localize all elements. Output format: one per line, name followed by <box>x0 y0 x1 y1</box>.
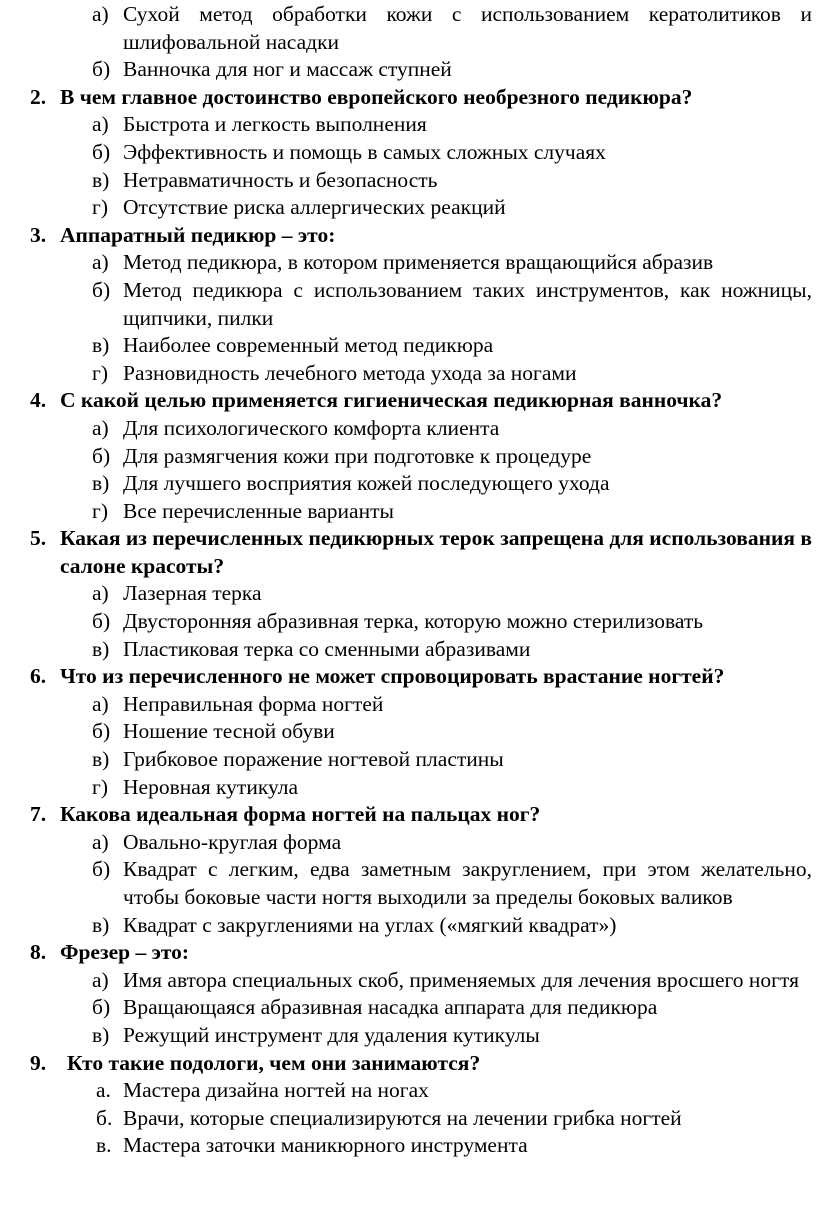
answer-option <box>0 608 816 636</box>
answer-option <box>0 360 816 388</box>
document-page <box>0 1 816 1160</box>
question-text: Аппаратный педикюр – это: <box>60 222 336 247</box>
answer-option <box>0 1077 816 1105</box>
question-number: 8. <box>30 940 47 965</box>
answer-option <box>0 746 816 774</box>
question-heading <box>0 1050 816 1078</box>
option-letter: а) <box>92 2 109 26</box>
question-number: 2. <box>30 84 47 109</box>
option-text: Грибковое поражение ногтевой пластины <box>123 747 504 772</box>
question-block <box>0 939 816 1049</box>
option-text: Для размягчения кожи при подготовке к процедуре <box>123 443 592 468</box>
question-heading <box>0 84 816 112</box>
question-list <box>0 1 816 1160</box>
option-text: Мастера заточки маникюрного инструмента <box>123 1133 528 1158</box>
answer-option <box>0 56 816 84</box>
option-text: Для психологического комфорта клиента <box>123 415 500 440</box>
option-text: Отсутствие риска аллергических реакций <box>123 195 506 220</box>
question-number: 6. <box>30 664 47 689</box>
option-letter: а) <box>92 112 109 137</box>
answer-option <box>0 967 816 995</box>
option-letter: в) <box>92 471 110 496</box>
option-text: Неправильная форма ногтей <box>123 691 384 716</box>
answer-option <box>0 498 816 526</box>
option-text: Вращающаяся абразивная насадка аппарата для педикюра <box>123 995 658 1020</box>
option-text: Для лучшего восприятия кожей последующего ухода <box>123 471 610 496</box>
option-letter: б) <box>92 719 111 744</box>
question-text: Фрезер – это: <box>60 940 190 965</box>
question-block <box>0 663 816 801</box>
option-letter: г) <box>92 360 108 385</box>
option-letter: б) <box>92 139 111 164</box>
option-text: Квадрат с легким, едва заметным закруглением, при этом желательно, чтобы боковые части ногтя выходили за пределы боковых валиков <box>123 857 812 909</box>
option-text: Мастера дизайна ногтей на ногах <box>123 1078 429 1103</box>
answer-option <box>0 415 816 443</box>
question-text: Какая из перечисленных педикюрных терок запрещена для использования в салоне красоты? <box>60 526 812 578</box>
option-text: Ношение тесной обуви <box>123 719 335 744</box>
answer-option <box>0 994 816 1022</box>
option-letter: б) <box>92 857 111 882</box>
answer-option <box>0 139 816 167</box>
question-block <box>0 1 816 84</box>
answer-option <box>0 1 816 56</box>
answer-option <box>0 332 816 360</box>
option-letter: г) <box>92 195 108 220</box>
option-text: Нетравматичность и безопасность <box>123 167 438 192</box>
answer-option <box>0 167 816 195</box>
option-letter: а) <box>92 415 109 440</box>
option-text: Режущий инструмент для удаления кутикулы <box>123 1022 540 1047</box>
option-letter: в) <box>92 747 110 772</box>
answer-option <box>0 249 816 277</box>
question-block <box>0 84 816 222</box>
question-number: 3. <box>30 222 47 247</box>
answer-option <box>0 856 816 911</box>
option-text: Ванночка для ног и массаж ступней <box>123 57 452 82</box>
option-letter: в) <box>92 333 110 358</box>
question-heading <box>0 222 816 250</box>
option-letter: а) <box>92 691 109 716</box>
question-heading <box>0 387 816 415</box>
option-letter: в) <box>92 1022 110 1047</box>
question-heading <box>0 663 816 691</box>
option-text: Метод педикюра с использованием таких инструментов, как ножницы, щипчики, пилки <box>123 277 812 330</box>
option-text: Разновидность лечебного метода ухода за ногами <box>123 360 577 385</box>
option-letter: б) <box>92 277 111 302</box>
option-text: Наиболее современный метод педикюра <box>123 333 494 358</box>
option-letter: г) <box>92 774 108 799</box>
answer-option <box>0 1022 816 1050</box>
question-heading <box>0 939 816 967</box>
option-letter: в) <box>92 636 110 661</box>
option-text: Двусторонняя абразивная терка, которую можно стерилизовать <box>123 609 704 634</box>
option-text: Эффективность и помощь в самых сложных случаях <box>123 139 606 164</box>
option-text: Неровная кутикула <box>123 774 299 799</box>
question-number: 7. <box>30 802 47 827</box>
question-block <box>0 525 816 663</box>
option-text: Все перечисленные варианты <box>123 498 394 523</box>
option-letter: б) <box>92 443 111 468</box>
answer-option <box>0 691 816 719</box>
option-letter: б) <box>92 57 111 82</box>
option-text: Лазерная терка <box>123 581 262 606</box>
option-letter: а) <box>92 829 109 854</box>
answer-option <box>0 470 816 498</box>
question-block <box>0 222 816 388</box>
answer-option <box>0 580 816 608</box>
option-letter: а) <box>92 581 109 606</box>
question-heading <box>0 525 816 580</box>
option-letter: а. <box>96 1078 111 1103</box>
option-text: Овально-круглая форма <box>123 829 342 854</box>
answer-option <box>0 443 816 471</box>
option-letter: в) <box>92 167 110 192</box>
option-text: Метод педикюра, в котором применяется вращающийся абразив <box>123 250 714 275</box>
answer-option <box>0 829 816 857</box>
option-letter: г) <box>92 498 108 523</box>
option-text: Быстрота и легкость выполнения <box>123 112 427 137</box>
option-letter: б) <box>92 609 111 634</box>
option-text: Сухой метод обработки кожи с использованием кератолитиков и шлифовальной насадки <box>123 2 812 54</box>
answer-option <box>0 194 816 222</box>
question-number: 5. <box>30 526 47 551</box>
answer-option <box>0 774 816 802</box>
answer-option <box>0 1105 816 1133</box>
option-text: Врачи, которые специализируются на лечении грибка ногтей <box>123 1105 682 1130</box>
option-letter: а) <box>92 967 109 992</box>
question-block <box>0 801 816 939</box>
question-number: 9. <box>30 1050 47 1075</box>
question-text: В чем главное достоинство европейского необрезного педикюра? <box>60 84 693 109</box>
question-heading <box>0 801 816 829</box>
option-letter: б. <box>96 1105 113 1130</box>
question-text: Кто такие подологи, чем они занимаются? <box>67 1050 481 1075</box>
option-text: Имя автора специальных скоб, применяемых для лечения вросшего ногтя <box>123 967 800 992</box>
option-letter: а) <box>92 250 109 275</box>
question-block <box>0 387 816 525</box>
option-text: Пластиковая терка со сменными абразивами <box>123 636 531 661</box>
option-text: Квадрат с закруглениями на углах («мягкий квадрат») <box>123 912 617 937</box>
answer-option <box>0 1132 816 1160</box>
answer-option <box>0 718 816 746</box>
question-block <box>0 1050 816 1160</box>
option-letter: в) <box>92 912 110 937</box>
option-letter: б) <box>92 995 111 1020</box>
question-text: Какова идеальная форма ногтей на пальцах ног? <box>60 802 541 827</box>
question-text: Что из перечисленного не может спровоцировать врастание ногтей? <box>60 664 725 689</box>
option-letter: в. <box>96 1133 112 1158</box>
answer-option <box>0 912 816 940</box>
question-number: 4. <box>30 388 47 413</box>
answer-option <box>0 277 816 332</box>
question-text: С какой целью применяется гигиеническая педикюрная ванночка? <box>60 388 723 413</box>
answer-option <box>0 111 816 139</box>
answer-option <box>0 636 816 664</box>
